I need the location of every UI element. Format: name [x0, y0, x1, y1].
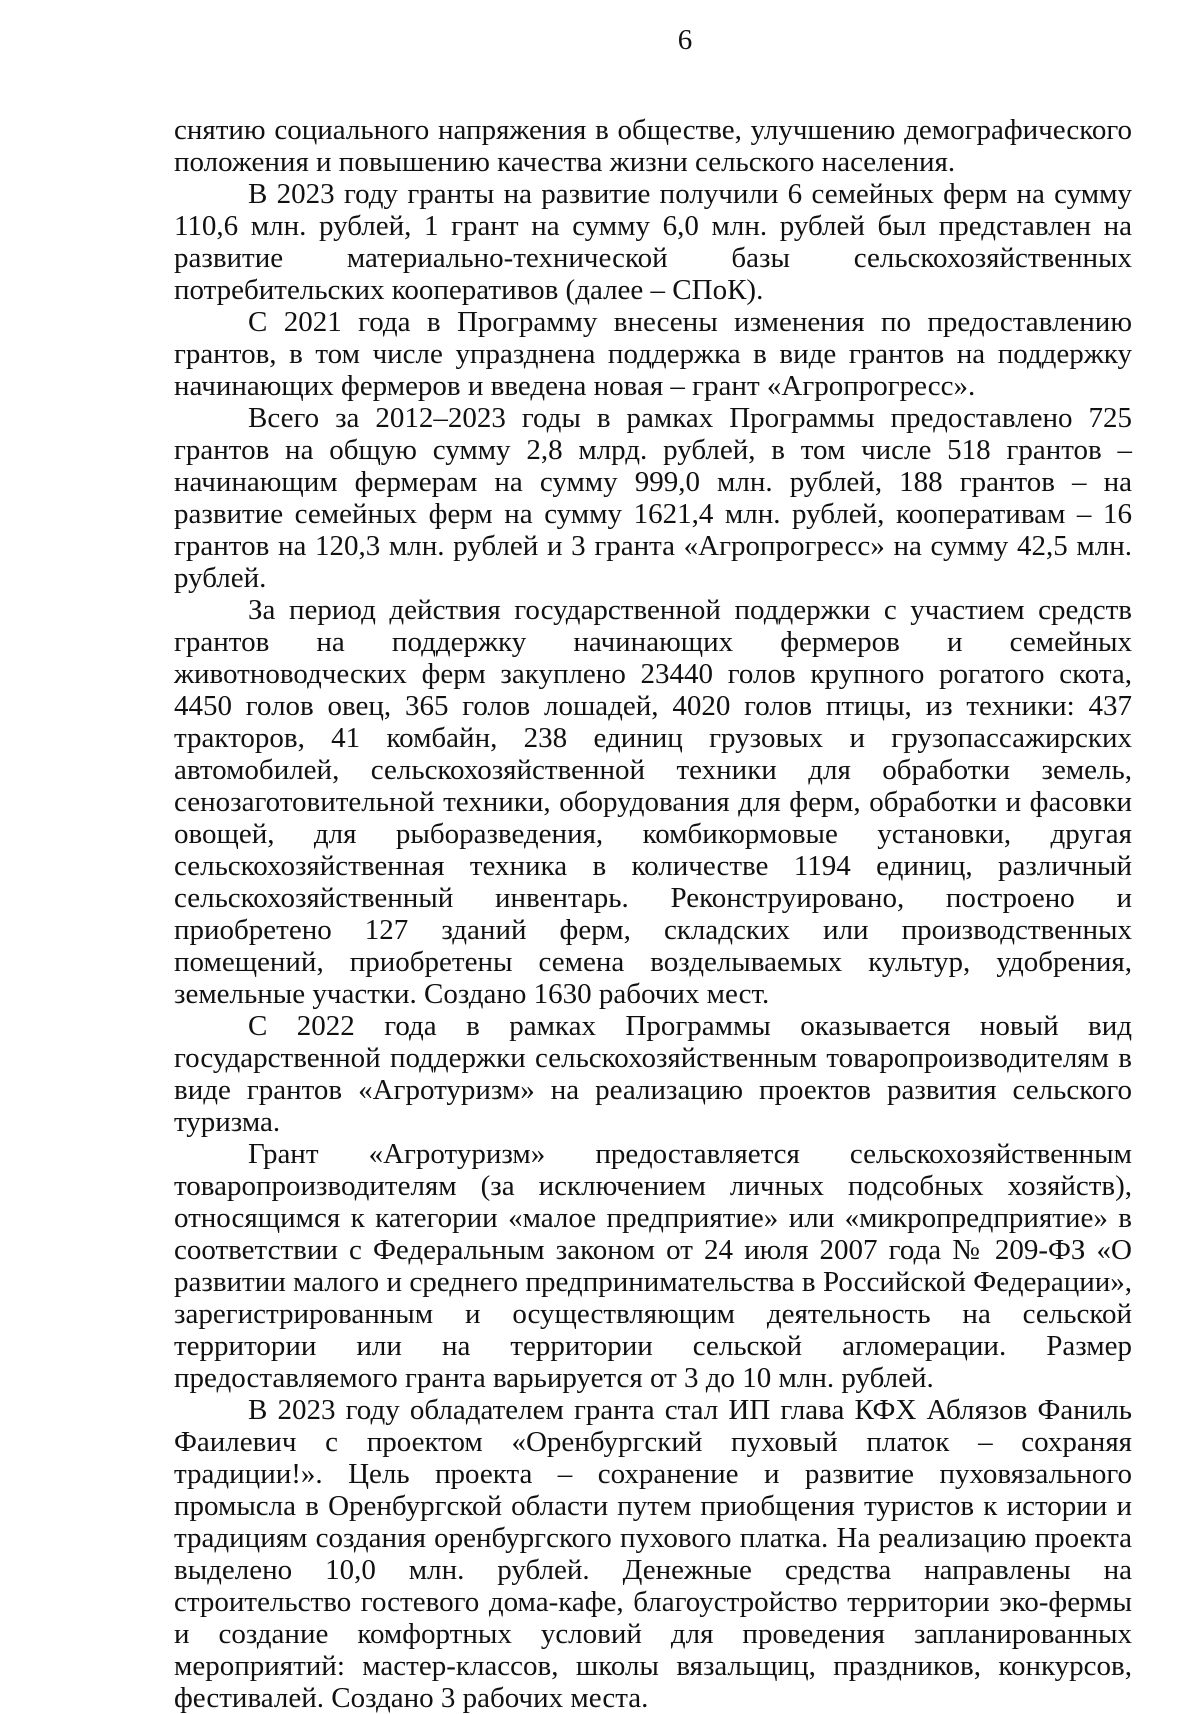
paragraph-support-results: За период действия государственной поддержки с участием средств грантов на поддержку начинающих фермеров и семейных животноводческих ферм закуплено 23440 голов крупного рогатого скота, 4450 голов овец, 365 голов лошадей, 4020 голов птицы, из техники: 437 тракторов, 41 комбайн, 238 единиц грузовых и грузопассажирских автомобилей, сельскохозяйственной техники для обработки земель, сенозаготовительной техники, оборудования для ферм, обработки и фасовки овощей, для рыборазведения, комбикормовые установки, другая сельскохозяйственная техника в количестве 1194 единиц, различный сельскохозяйственный инвентарь. Реконструировано, построено и приобретено 127 зданий ферм, складских или производственных помещений, приобретены семена возделываемых культур, удобрения, земельные участки. Создано 1630 рабочих мест.: [174, 594, 1132, 1010]
paragraph-program-changes-2021: С 2021 года в Программу внесены изменения по предоставлению грантов, в том числе упразднена поддержка в виде грантов на поддержку начинающих фермеров и введена новая – грант «Агропрогресс».: [174, 306, 1132, 402]
paragraph-grant-winner-2023: В 2023 году обладателем гранта стал ИП глава КФХ Аблязов Фаниль Фаилевич с проектом «Оренбургский пуховый платок – сохраняя традиции!». Цель проекта – сохранение и развитие пуховязального промысла в Оренбургской области путем приобщения туристов к истории и традициям создания оренбургского пухового платка. На реализацию проекта выделено 10,0 млн. рублей. Денежные средства направлены на строительство гостевого дома-кафе, благоустройство территории эко-фермы и создание комфортных условий для проведения запланированных мероприятий: мастер-классов, школы вязальщиц, праздников, конкурсов, фестивалей. Создано 3 рабочих места.: [174, 1394, 1132, 1714]
page-number: 6: [677, 24, 693, 56]
paragraph-family-farms-2023: В 2023 году гранты на развитие получили 6 семейных ферм на сумму 110,6 млн. рублей, 1 грант на сумму 6,0 млн. рублей был представлен на развитие материально-технической базы сельскохозяйственных потребительских кооперативов (далее – СПоК).: [174, 178, 1132, 306]
document-body: [174, 114, 1132, 1714]
paragraph-agrotourism-2022: С 2022 года в рамках Программы оказывается новый вид государственной поддержки сельскохозяйственным товаропроизводителям в виде грантов «Агротуризм» на реализацию проектов развития сельского туризма.: [174, 1010, 1132, 1138]
paragraph-agrotourism-conditions: Грант «Агротуризм» предоставляется сельскохозяйственным товаропроизводителям (за исключением личных подсобных хозяйств), относящимся к категории «малое предприятие» или «микропредприятие» в соответствии с Федеральным законом от 24 июля 2007 года № 209-ФЗ «О развитии малого и среднего предпринимательства в Российской Федерации», зарегистрированным и осуществляющим деятельность на сельской территории или на территории сельской агломерации. Размер предоставляемого гранта варьируется от 3 до 10 млн. рублей.: [174, 1138, 1132, 1394]
paragraph-grants-total-2012-2023: Всего за 2012–2023 годы в рамках Программы предоставлено 725 грантов на общую сумму 2,8 млрд. рублей, в том числе 518 грантов – начинающим фермерам на сумму 999,0 млн. рублей, 188 грантов – на развитие семейных ферм на сумму 1621,4 млн. рублей, кооперативам – 16 грантов на 120,3 млн. рублей и 3 гранта «Агропрогресс» на сумму 42,5 млн. рублей.: [174, 402, 1132, 594]
paragraph-continuation: снятию социального напряжения в обществе, улучшению демографического положения и повышению качества жизни сельского населения.: [174, 114, 1132, 178]
